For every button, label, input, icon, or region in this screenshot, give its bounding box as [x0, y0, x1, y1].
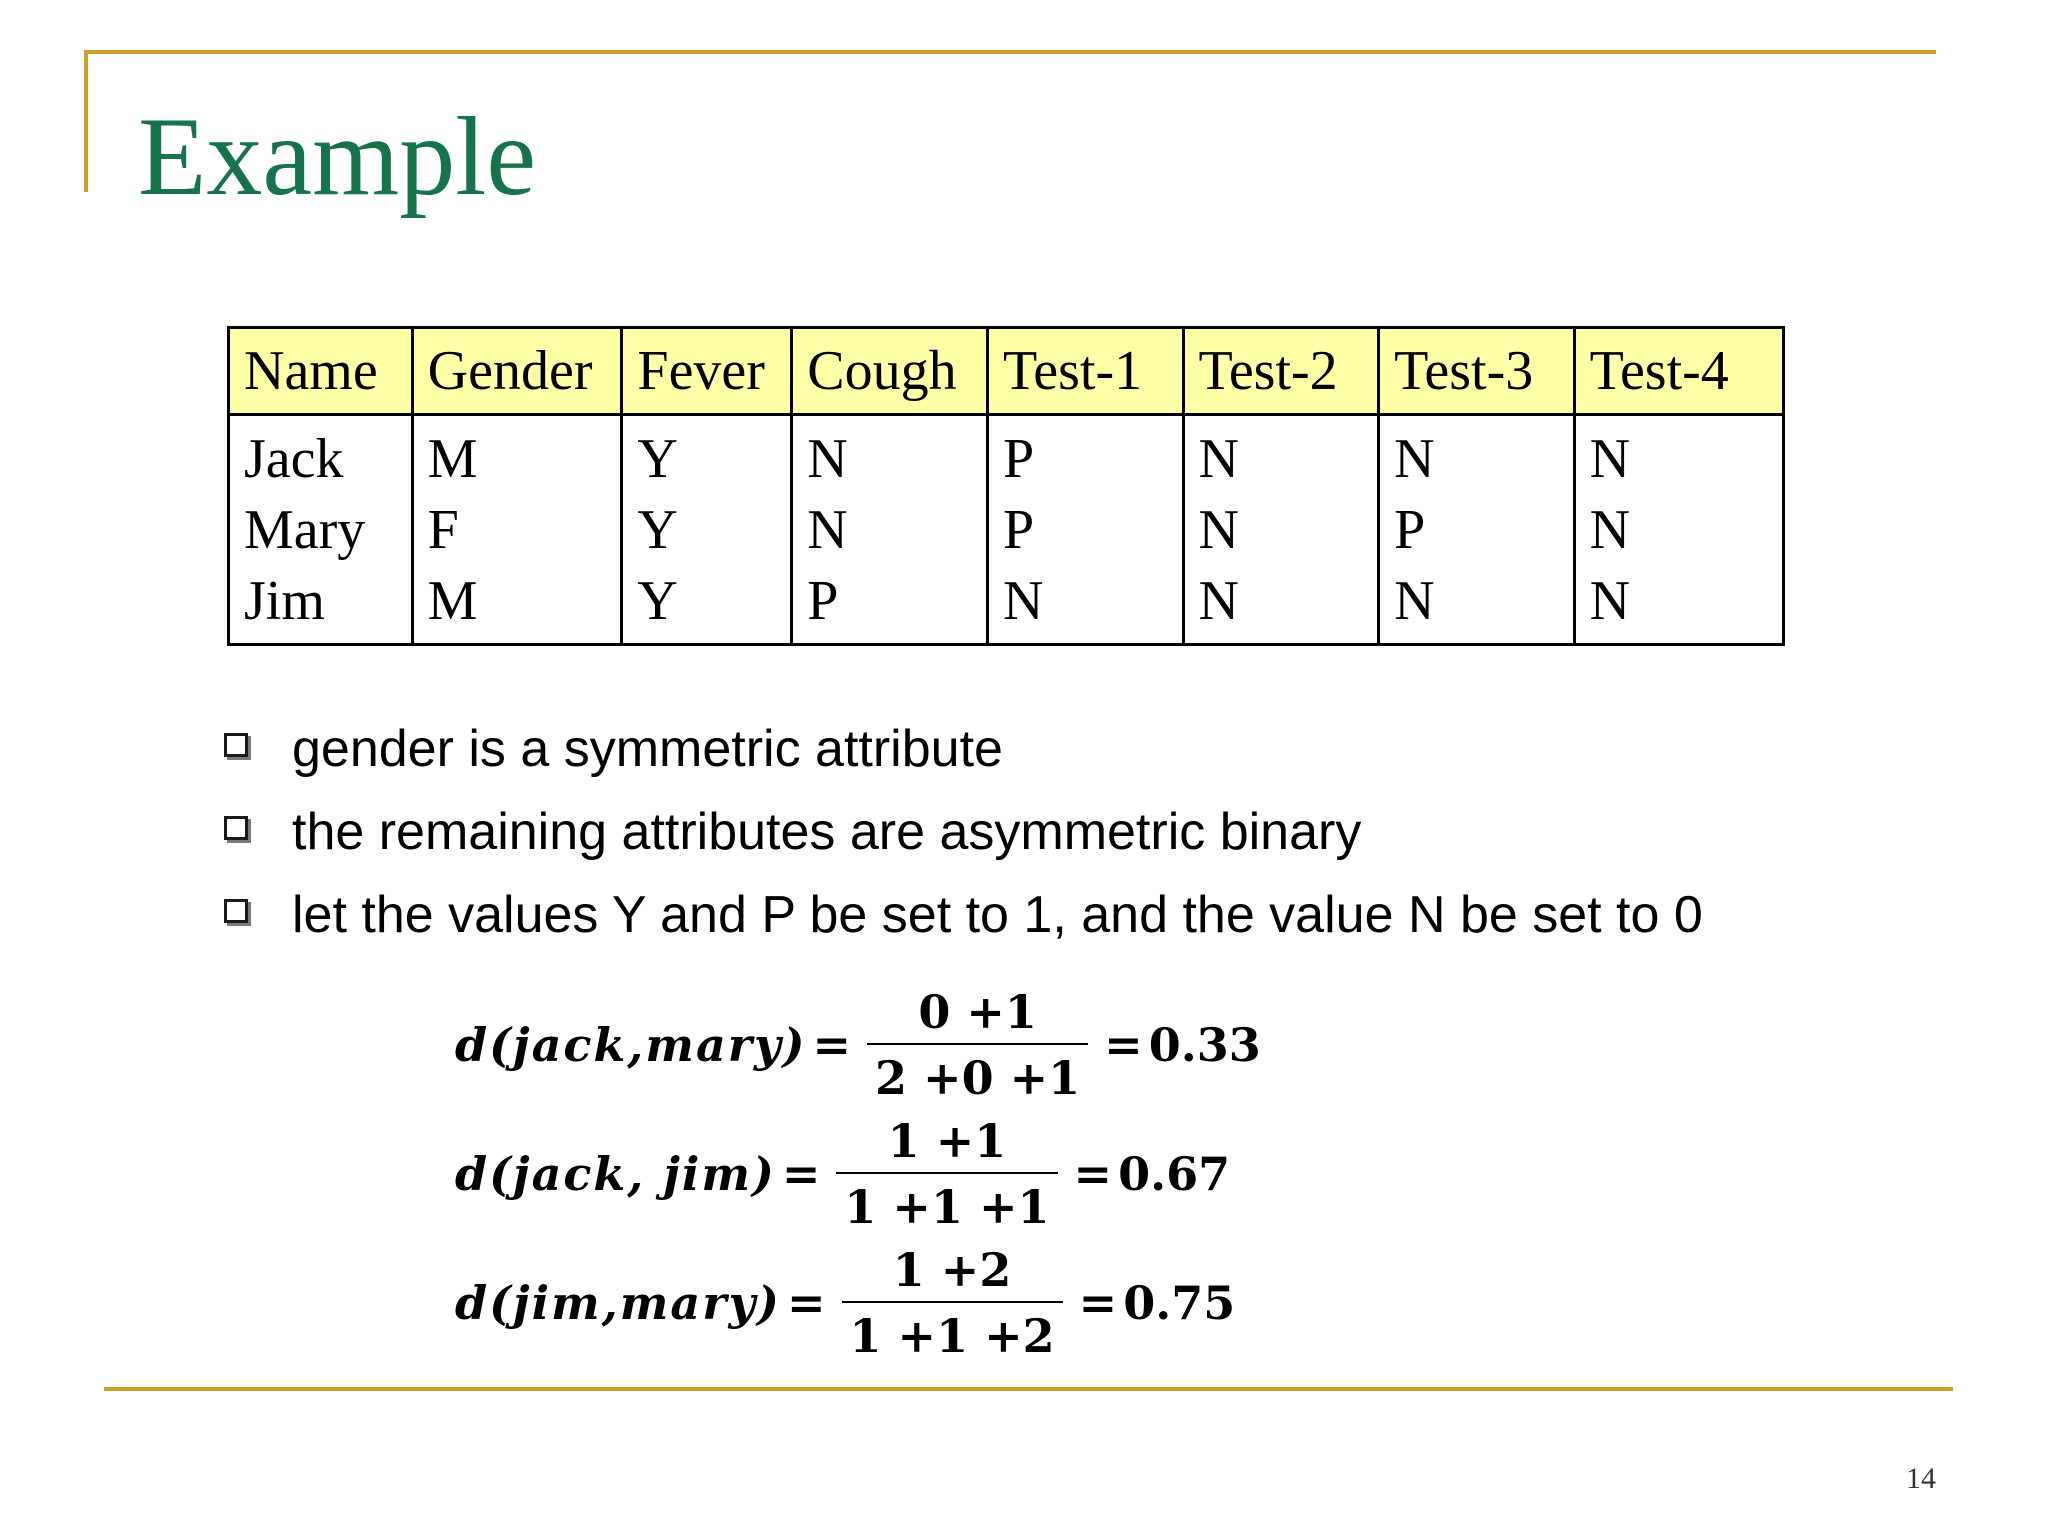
table-cell: F — [412, 495, 622, 566]
formula-lhs: d(jack,mary) — [455, 1018, 807, 1072]
square-bullet-icon — [224, 733, 248, 757]
table-cell: P — [987, 415, 1183, 496]
formula-result: 0.75 — [1123, 1276, 1236, 1330]
square-bullet-icon — [224, 816, 248, 840]
table-cell: P — [792, 566, 988, 645]
fraction-numerator: 1 +2 — [892, 1243, 1012, 1297]
square-bullet-icon — [224, 899, 248, 923]
table-cell: N — [1379, 415, 1575, 496]
table-cell: Jim — [229, 566, 413, 645]
table-cell: M — [412, 415, 622, 496]
bottom-border-line — [104, 1387, 1953, 1391]
table-header-cell: Test-2 — [1183, 328, 1379, 415]
formula-lhs: d(jack, jim) — [455, 1147, 776, 1201]
top-border-line — [84, 50, 1936, 54]
bullet-text: let the values Y and P be set to 1, and the value N be set to 0 — [292, 886, 1703, 944]
table-row — [229, 495, 1784, 566]
table-row — [229, 566, 1784, 645]
table-header-cell: Test-1 — [987, 328, 1183, 415]
table-cell: P — [1379, 495, 1575, 566]
bullet-text: gender is a symmetric attribute — [292, 720, 1003, 778]
table-cell: N — [1574, 495, 1783, 566]
fraction — [836, 1114, 1057, 1234]
table-cell: N — [1183, 495, 1379, 566]
table-header-cell: Gender — [412, 328, 622, 415]
table-cell: Y — [622, 566, 792, 645]
formula-result: 0.33 — [1148, 1018, 1261, 1072]
fraction — [842, 1243, 1063, 1363]
formula-lhs: d(jim,mary) — [455, 1276, 781, 1330]
fraction-numerator: 1 +1 — [887, 1114, 1007, 1168]
equals-sign: = — [786, 1276, 826, 1330]
patient-table — [227, 326, 1785, 646]
fraction-denominator: 2 +0 +1 — [875, 1051, 1081, 1105]
table-cell: M — [412, 566, 622, 645]
formula-jack-mary — [455, 985, 1261, 1105]
bullet-item — [218, 874, 1703, 957]
table-row — [229, 415, 1784, 496]
table-header-cell: Test-3 — [1379, 328, 1575, 415]
bullet-item — [218, 708, 1703, 791]
bullet-list — [218, 708, 1703, 957]
fraction-denominator: 1 +1 +2 — [849, 1309, 1055, 1363]
bullet-text: the remaining attributes are asymmetric binary — [292, 803, 1362, 861]
fraction-denominator: 1 +1 +1 — [844, 1180, 1050, 1234]
table-header-cell: Name — [229, 328, 413, 415]
equals-sign: = — [812, 1018, 852, 1072]
slide-title: Example — [138, 95, 537, 219]
table-cell: N — [1379, 566, 1575, 645]
equals-sign: = — [1104, 1018, 1143, 1072]
table-cell: N — [1574, 415, 1783, 496]
equals-sign: = — [781, 1147, 821, 1201]
table-header-cell: Cough — [792, 328, 988, 415]
page-number: 14 — [1906, 1462, 1936, 1495]
table-header-cell: Test-4 — [1574, 328, 1783, 415]
fraction-numerator: 0 +1 — [918, 985, 1037, 1039]
table-cell: N — [1183, 566, 1379, 645]
fraction — [867, 985, 1088, 1105]
equals-sign: = — [1078, 1276, 1118, 1330]
table-cell: Y — [622, 495, 792, 566]
table-cell: Y — [622, 415, 792, 496]
bullet-item — [218, 791, 1703, 874]
table-cell: N — [792, 495, 988, 566]
table-cell: Jack — [229, 415, 413, 496]
table-cell: N — [1183, 415, 1379, 496]
table-cell: N — [987, 566, 1183, 645]
table-cell: P — [987, 495, 1183, 566]
table-cell: N — [792, 415, 988, 496]
left-border-line — [84, 50, 88, 192]
table-cell: Mary — [229, 495, 413, 566]
table-header-row — [229, 328, 1784, 415]
equals-sign: = — [1073, 1147, 1113, 1201]
formula-jack-jim — [455, 1114, 1230, 1234]
formula-result: 0.67 — [1118, 1147, 1231, 1201]
formula-jim-mary — [455, 1243, 1235, 1363]
table-cell: N — [1574, 566, 1783, 645]
table-header-cell: Fever — [622, 328, 792, 415]
